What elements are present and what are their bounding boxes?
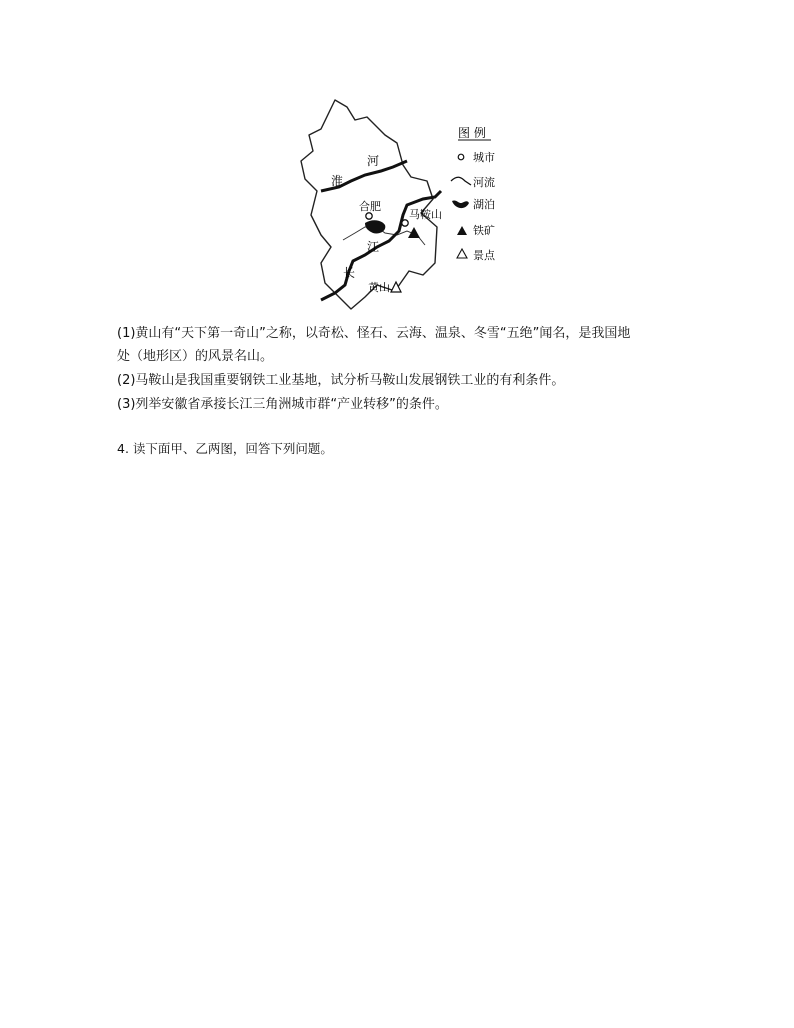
label-he: 河 xyxy=(367,154,380,168)
lake-icon xyxy=(452,200,469,208)
river-line-icon xyxy=(451,177,471,185)
iron-mine-triangle-icon xyxy=(457,226,467,235)
map-legend xyxy=(451,125,496,262)
city-dot-icon xyxy=(458,154,464,160)
legend-title: 图 例 xyxy=(458,126,486,140)
label-huai: 淮 xyxy=(331,174,344,188)
scenic-spot-triangle-icon xyxy=(457,249,467,258)
question-1-line-2: 处（地形区）的风景名山。 xyxy=(117,349,274,364)
label-jiang: 江 xyxy=(367,240,380,254)
anhui-map xyxy=(285,95,515,315)
maanshan-city-dot xyxy=(402,220,408,226)
question-3: (3)列举安徽省承接长江三角洲城市群“产业转移”的条件。 xyxy=(117,397,448,412)
label-huangshan: 黄山 xyxy=(368,281,390,294)
question-2: (2)马鞍山是我国重要钢铁工业基地，试分析马鞍山发展钢铁工业的有利条件。 xyxy=(117,373,565,388)
label-hefei: 合肥 xyxy=(359,200,381,213)
question-1-line-1: (1)黄山有“天下第一奇山”之称，以奇松、怪石、云海、温泉、冬雪“五绝”闻名，是我国地 xyxy=(117,326,631,341)
label-maanshan: 马鞍山 xyxy=(409,208,442,221)
legend-label-scenic: 景点 xyxy=(473,249,495,262)
question-4: 4. 读下面甲、乙两图，回答下列问题。 xyxy=(117,441,333,456)
legend-label-river: 河流 xyxy=(473,176,495,189)
hefei-city-dot xyxy=(366,213,372,219)
legend-label-iron: 铁矿 xyxy=(473,224,495,237)
legend-label-city: 城市 xyxy=(473,151,495,164)
label-chang: 长 xyxy=(343,266,356,280)
legend-label-lake: 湖泊 xyxy=(473,198,495,211)
